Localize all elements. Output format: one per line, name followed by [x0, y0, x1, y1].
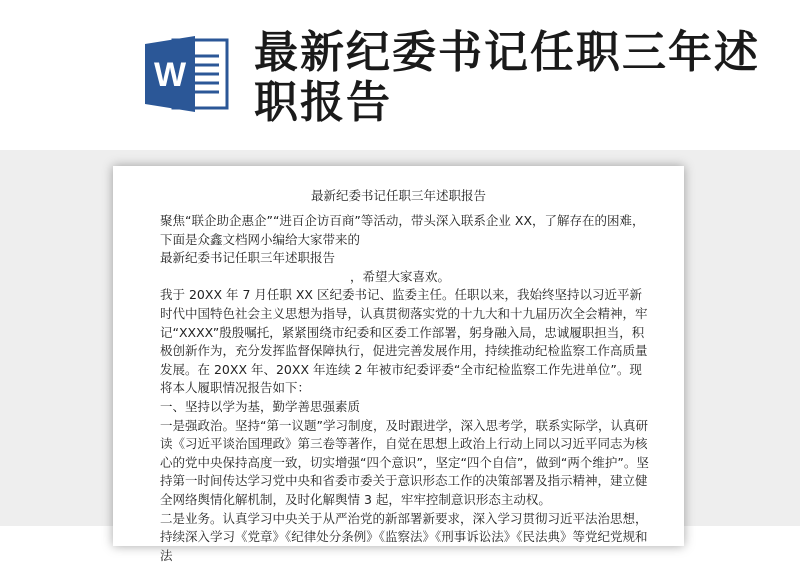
svg-text:W: W: [154, 56, 187, 94]
section-heading: 一、坚持以学为基，勤学善思强素质: [160, 398, 653, 417]
paragraph-politics: 一是强政治。坚持“第一议题”学习制度，及时跟进学，深入思考学，联系实际学，认真研读《习近平谈治国理政》第三卷等著作，自觉在思想上政治上行动上同以习近平同志为核心的党中央保持高度一致，切实增强“四个意识”，坚定“四个自信”，做到“两个维护”。坚持第一时间传达学习党中央和省委市委关于意识形态工作的决策部署及指示精神，建立健全网络舆情化解机制，及时化解舆情 3 起，牢牢控制意识形态主动权。: [160, 417, 653, 510]
paragraph-intro: 聚焦“联企助企惠企”“进百企访百商”等活动，带头深入联系企业 XX，了解存在的困难，下面是众鑫文档网小编给大家带来的: [160, 212, 653, 249]
page-title: 最新纪委书记任职三年述职报告: [254, 28, 774, 128]
document-body: [160, 212, 653, 565]
document-page: [113, 166, 684, 546]
paragraph-wish: ，希望大家喜欢。: [160, 268, 653, 287]
paragraph-link-title: 最新纪委书记任职三年述职报告: [160, 249, 653, 268]
header: [0, 0, 800, 150]
word-document-icon: [143, 34, 231, 114]
paragraph-main: 我于 20XX 年 7 月任职 XX 区纪委书记、监委主任。任职以来，我始终坚持以习近平新时代中国特色社会主义思想为指导，认真贯彻落实党的十九大和十九届历次全会精神，牢记“XXXX”殷殷嘱托，紧紧围绕市纪委和区委工作部署，躬身融入局，忠诚履职担当，积极创新作为，充分发挥监督保障执行，促进完善发展作用，持续推动纪检监察工作高质量发展。在 20XX 年、20XX 年连续 2 年被市纪委评委“全市纪检监察工作先进单位”。现将本人履职情况报告如下：: [160, 286, 653, 398]
paragraph-business: 二是业务。认真学习中央关于从严治党的新部署新要求，深入学习贯彻习近平法治思想，持续深入学习《党章》《纪律处分条例》《监察法》《刑事诉讼法》《民法典》等党纪党规和法: [160, 510, 653, 565]
document-title: 最新纪委书记任职三年述职报告: [113, 186, 684, 204]
